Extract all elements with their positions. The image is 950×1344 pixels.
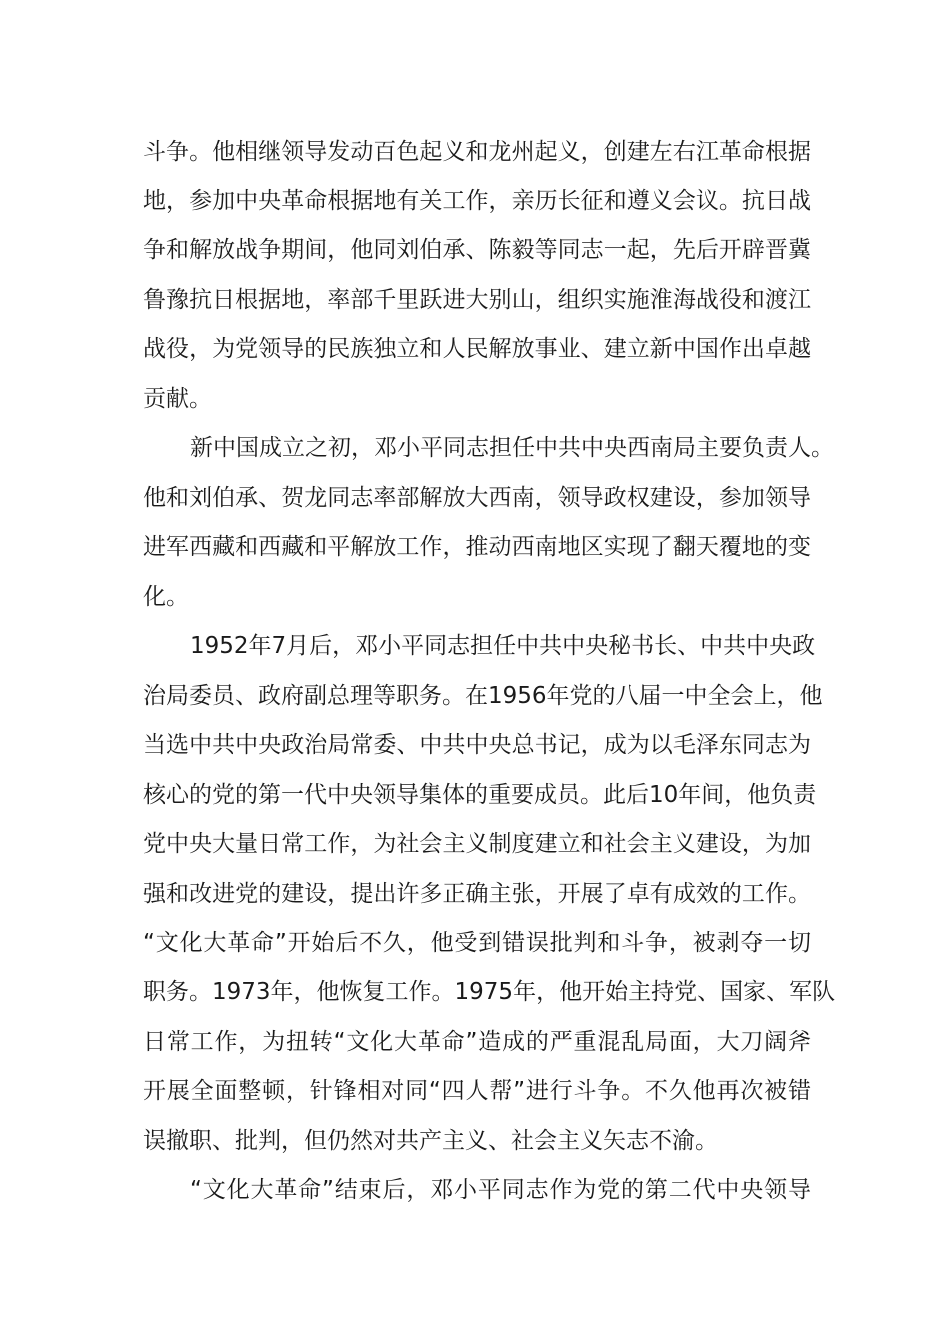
text-line: 强和改进党的建设，提出许多正确主张，开展了卓有成效的工作。	[143, 881, 811, 907]
paragraph-first-line: 1952年7月后，邓小平同志担任中共中央秘书长、中共中央政	[190, 633, 816, 659]
text-line: “文化大革命”开始后不久，他受到错误批判和斗争，被剥夺一切	[143, 930, 811, 956]
text-line: 核心的党的第一代中央领导集体的重要成员。此后10年间，他负责	[143, 782, 817, 808]
text-line: 党中央大量日常工作，为社会主义制度建立和社会主义建设，为加	[143, 831, 811, 857]
paragraph-first-line: “文化大革命”结束后，邓小平同志作为党的第二代中央领导	[190, 1177, 811, 1203]
text-line: 鲁豫抗日根据地，率部千里跃进大别山，组织实施淮海战役和渡江	[143, 287, 811, 313]
text-line: 斗争。他相继领导发动百色起义和龙州起义，创建左右江革命根据	[143, 139, 811, 165]
text-line: 日常工作，为扭转“文化大革命”造成的严重混乱局面，大刀阔斧	[143, 1029, 811, 1055]
text-line: 当选中共中央政治局常委、中共中央总书记，成为以毛泽东同志为	[143, 732, 811, 758]
text-line: 误撤职、批判，但仍然对共产主义、社会主义矢志不渝。	[143, 1128, 718, 1154]
text-line: 进军西藏和西藏和平解放工作，推动西南地区实现了翻天覆地的变	[143, 534, 811, 560]
text-line: 他和刘伯承、贺龙同志率部解放大西南，领导政权建设，参加领导	[143, 485, 811, 511]
paragraph-first-line: 新中国成立之初，邓小平同志担任中共中央西南局主要负责人。	[190, 435, 834, 461]
text-line: 开展全面整顿，针锋相对同“四人帮”进行斗争。不久他再次被错	[143, 1078, 811, 1104]
text-line: 治局委员、政府副总理等职务。在1956年党的八届一中全会上，他	[143, 683, 823, 709]
text-line: 战役，为党领导的民族独立和人民解放事业、建立新中国作出卓越	[143, 336, 811, 362]
text-line: 地，参加中央革命根据地有关工作，亲历长征和遵义会议。抗日战	[143, 188, 811, 214]
text-line: 贡献。	[143, 386, 212, 412]
text-line: 争和解放战争期间，他同刘伯承、陈毅等同志一起，先后开辟晋冀	[143, 237, 811, 263]
text-line: 化。	[143, 584, 189, 610]
text-line: 职务。1973年，他恢复工作。1975年，他开始主持党、国家、军队	[143, 979, 836, 1005]
